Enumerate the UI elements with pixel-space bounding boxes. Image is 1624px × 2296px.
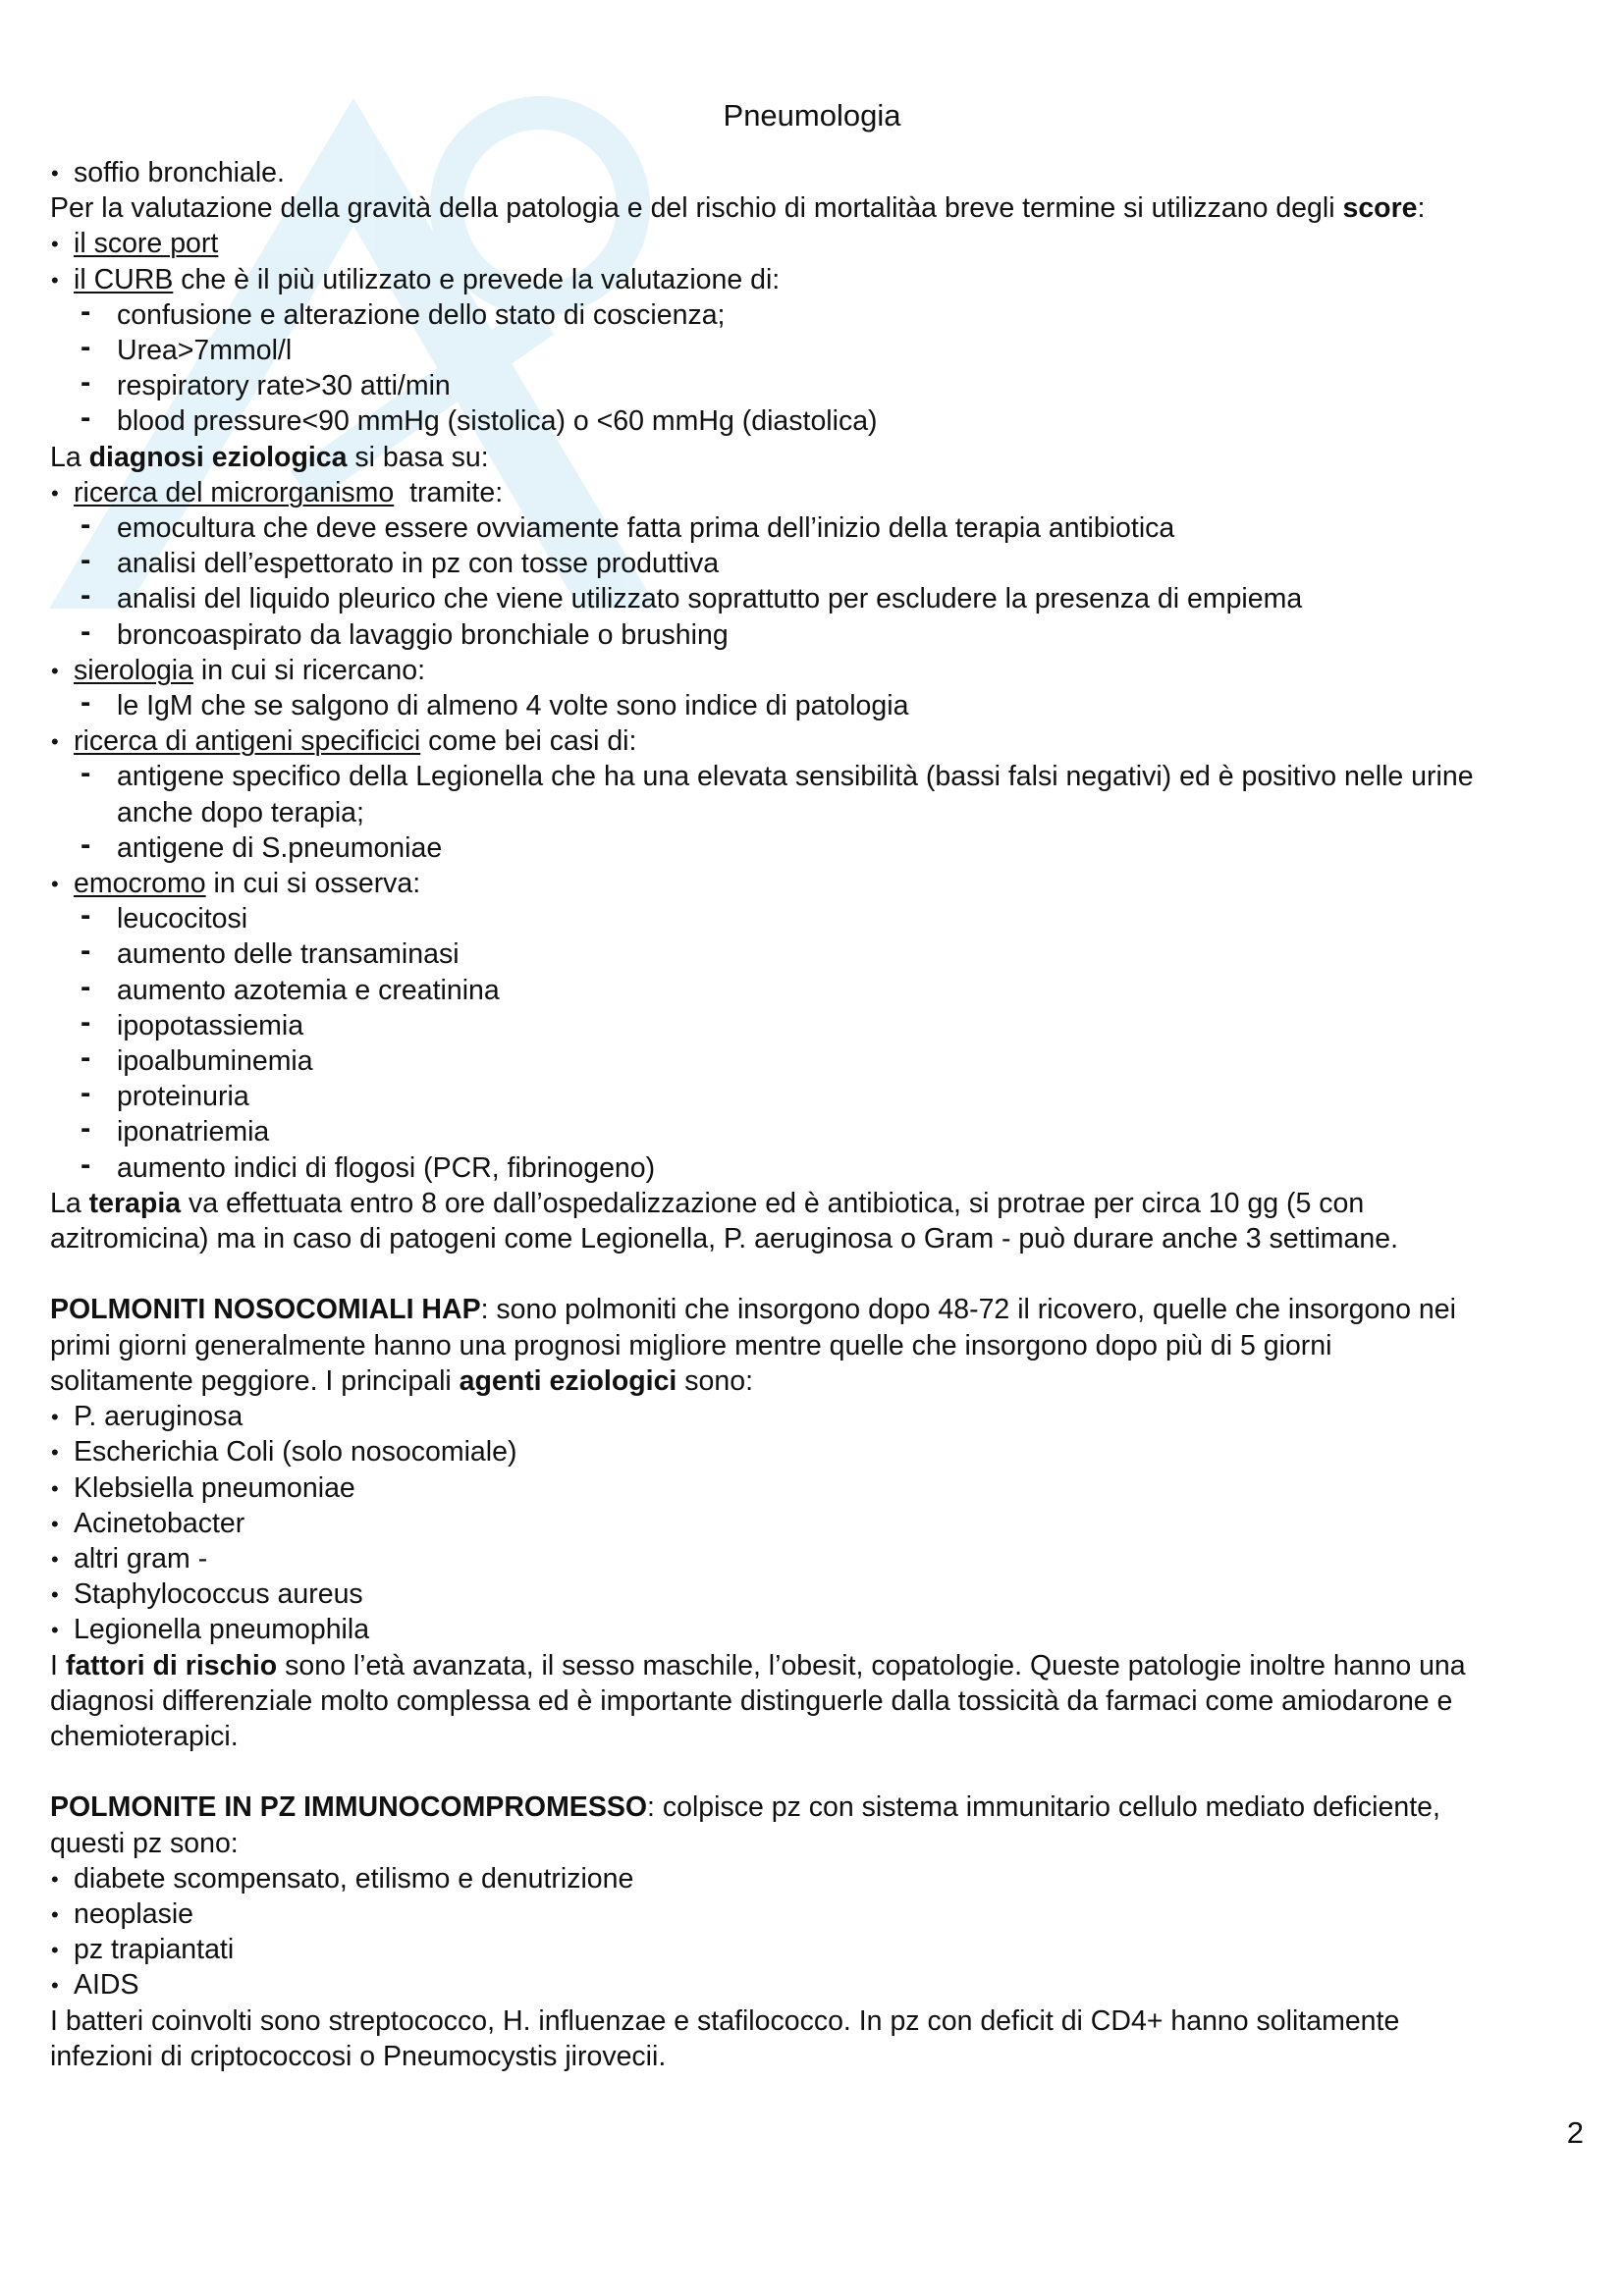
- bacteria-paragraph-line2: infezioni di criptococcosi o Pneumocystis jirovecii.: [50, 2040, 667, 2072]
- agent-list-item: • P. aeruginosa: [50, 1399, 1592, 1434]
- immuno-list-item: • diabete scompensato, etilismo e denutrizione: [50, 1861, 1592, 1896]
- agent-list-item: • Escherichia Coli (solo nosocomiale): [50, 1434, 1592, 1469]
- emocromo-sub-item: - proteinuria: [50, 1079, 1592, 1114]
- list-item-ricerca: • ricerca del microrganismo tramite:: [50, 475, 1592, 510]
- immuno-list-item: • AIDS: [50, 1967, 1592, 2002]
- therapy-paragraph-line2: azitromicina) ma in caso di patogeni come Legionella, P. aeruginosa o Gram - può durare anche 3 settimane.: [50, 1223, 1398, 1255]
- agent-list-item: • Klebsiella pneumoniae: [50, 1470, 1592, 1506]
- hap-paragraph-line3: solitamente peggiore. I principali agenti eziologici sono:: [50, 1364, 753, 1397]
- agent-list-item: • altri gram -: [50, 1541, 1592, 1576]
- list-item-antigeni: • ricerca di antigeni specificici come bei casi di:: [50, 723, 1592, 759]
- immuno-paragraph-line2: questi pz sono:: [50, 1827, 239, 1859]
- list-item-soffio: • soffio bronchiale.: [50, 155, 1592, 190]
- agent-list-item: • Staphylococcus aureus: [50, 1576, 1592, 1612]
- curb-sub-item: - confusione e alterazione dello stato di coscienza;: [50, 297, 1592, 333]
- curb-sub-item: - Urea>7mmol/l: [50, 333, 1592, 368]
- list-item-emocromo: • emocromo in cui si osserva:: [50, 866, 1592, 901]
- immuno-list-item: • neoplasie: [50, 1896, 1592, 1932]
- hap-heading-paragraph: POLMONITI NOSOCOMIALI HAP: sono polmoniti che insorgono dopo 48-72 il ricovero, quelle che insorgono nei: [50, 1294, 1456, 1326]
- ricerca-sub-item: - analisi del liquido pleurico che viene utilizzato soprattutto per escludere la presenza di empiema: [50, 581, 1592, 616]
- immuno-heading-paragraph: POLMONITE IN PZ IMMUNOCOMPROMESSO: colpisce pz con sistema immunitario cellulo mediato deficiente,: [50, 1791, 1440, 1824]
- immuno-list-item: • pz trapiantati: [50, 1932, 1592, 1967]
- emocromo-sub-item: - ipopotassiemia: [50, 1008, 1592, 1043]
- sierologia-sub-item: - le IgM che se salgono di almeno 4 volte sono indice di patologia: [50, 688, 1592, 723]
- page-number: 2: [1566, 2115, 1584, 2150]
- document-body: [50, 155, 1592, 2074]
- score-intro-paragraph: Per la valutazione della gravità della patologia e del rischio di mortalitàa breve termine si utilizzano degli score:: [50, 192, 1426, 225]
- emocromo-sub-item: - aumento delle transaminasi: [50, 936, 1592, 972]
- emocromo-sub-item: - leucocitosi: [50, 901, 1592, 936]
- risk-factors-line3: chemioterapici.: [50, 1720, 239, 1752]
- hap-paragraph-line2: primi giorni generalmente hanno una prognosi migliore mentre quelle che insorgono dopo più di 5 giorni: [50, 1329, 1332, 1362]
- ricerca-sub-item: - emocultura che deve essere ovviamente fatta prima dell’inizio della terapia antibiotica: [50, 510, 1592, 546]
- bacteria-paragraph: I batteri coinvolti sono streptococco, H. influenzae e stafilococco. In pz con deficit di CD4+ hanno solitamente: [50, 2004, 1400, 2037]
- agent-list-item: • Legionella pneumophila: [50, 1612, 1592, 1647]
- emocromo-sub-item: - aumento azotemia e creatinina: [50, 973, 1592, 1008]
- emocromo-sub-item: - aumento indici di flogosi (PCR, fibrinogeno): [50, 1150, 1592, 1186]
- risk-factors-line2: diagnosi differenziale molto complessa ed è importante distinguerle dalla tossicità da farmaci come amiodarone e: [50, 1684, 1453, 1717]
- emocromo-sub-item: - ipoalbuminemia: [50, 1043, 1592, 1079]
- list-item-score-port: • il score port: [50, 226, 1592, 261]
- ricerca-sub-item: - analisi dell’espettorato in pz con tosse produttiva: [50, 546, 1592, 581]
- agent-list-item: • Acinetobacter: [50, 1506, 1592, 1541]
- risk-factors-paragraph: I fattori di rischio sono l’età avanzata, il sesso maschile, l’obesit, copatologie. Queste patologie inoltre hanno una: [50, 1649, 1466, 1682]
- spacer: [50, 1256, 1592, 1292]
- antigeni-sub-item: - antigene di S.pneumoniae: [50, 830, 1592, 866]
- curb-sub-item: - respiratory rate>30 atti/min: [50, 368, 1592, 403]
- ricerca-sub-item: - broncoaspirato da lavaggio bronchiale o brushing: [50, 617, 1592, 653]
- curb-sub-item: - blood pressure<90 mmHg (sistolica) o <60 mmHg (diastolica): [50, 403, 1592, 439]
- antigeni-sub-item: - antigene specifico della Legionella che ha una elevata sensibilità (bassi falsi negativi) ed è positivo nelle urine: [50, 759, 1592, 794]
- page-title: Pneumologia: [723, 98, 901, 133]
- list-item-curb: • il CURB che è il più utilizzato e prevede la valutazione di:: [50, 262, 1592, 297]
- spacer: [50, 1754, 1592, 1789]
- antigeni-sub-item-continuation: anche dopo terapia;: [117, 796, 364, 828]
- emocromo-sub-item: - iponatriemia: [50, 1114, 1592, 1149]
- therapy-paragraph: La terapia va effettuata entro 8 ore dall’ospedalizzazione ed è antibiotica, si protrae per circa 10 gg (5 con: [50, 1187, 1365, 1219]
- diagnosis-intro: La diagnosi eziologica si basa su:: [50, 441, 489, 473]
- list-item-sierologia: • sierologia in cui si ricercano:: [50, 653, 1592, 688]
